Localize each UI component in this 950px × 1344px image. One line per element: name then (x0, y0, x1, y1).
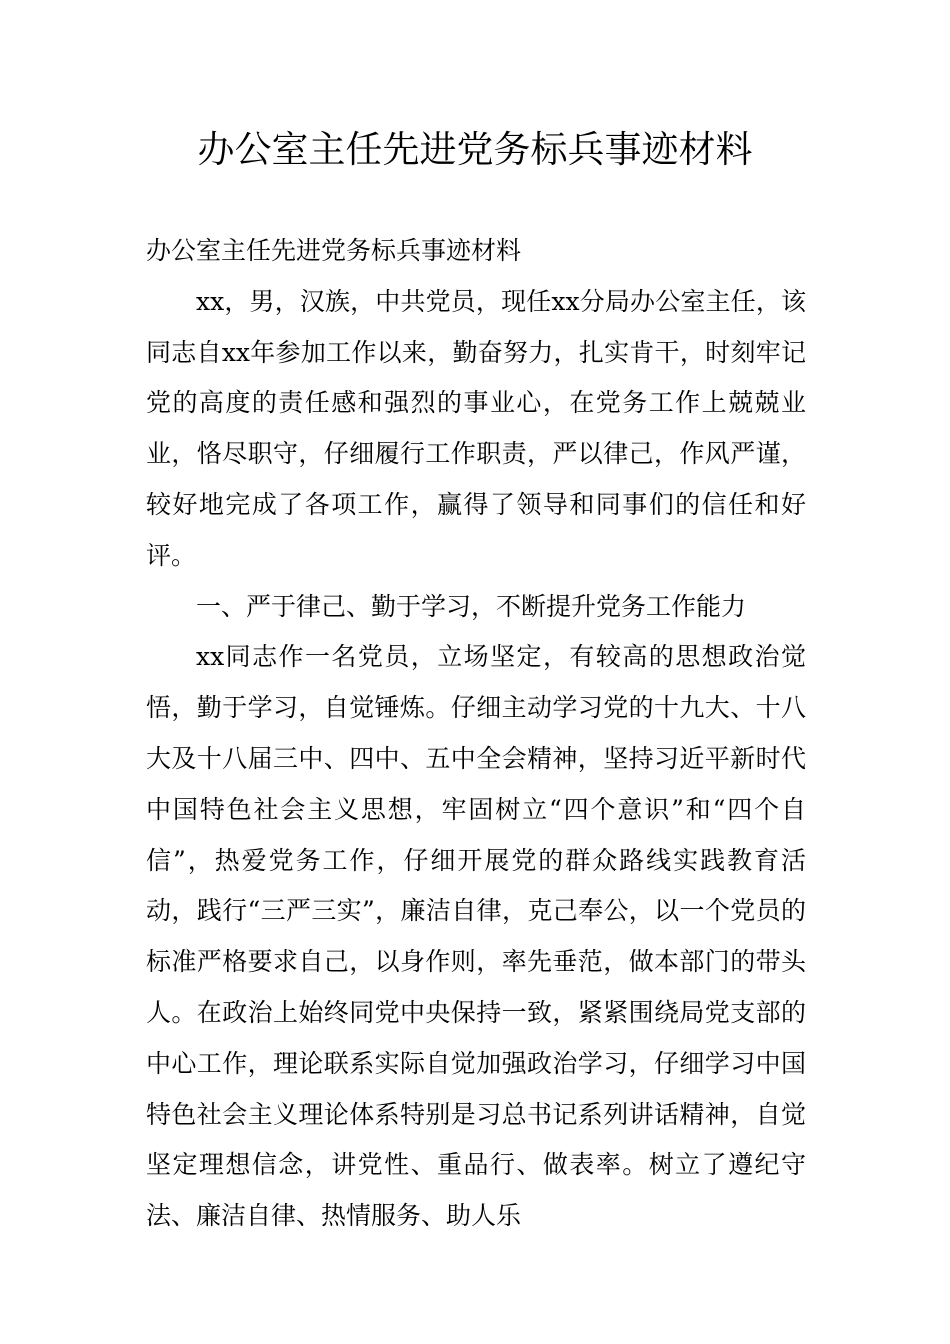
section-heading: 一、严于律己、勤于学习，不断提升党务工作能力 (196, 591, 747, 621)
document-title: 办公室主任先进党务标兵事迹材料 (197, 128, 753, 171)
paragraph-intro: xx，男，汉族，中共党员，现任xx分局办公室主任，该同志自xx年参加工作以来，勤奋努力，扎实肯干，时刻牢记党的高度的责任感和强烈的事业心，在党务工作上兢兢业业，恪尽职守，仔细履行工作职责，严以律己，作风严谨，较好地完成了各项工作，赢得了领导和同事们的信任和好评。 (146, 286, 806, 570)
paragraph-section-one: xx同志作一名党员，立场坚定，有较高的思想政治觉悟，勤于学习，自觉锤炼。仔细主动学习党的十九大、十八大及十八届三中、四中、五中全会精神，坚持习近平新时代中国特色社会主义思想，牢固树立“四个意识”和“四个自信”，热爱党务工作，仔细开展党的群众路线实践教育活动，践行“三严三实”，廉洁自律，克己奉公，以一个党员的标准严格要求自己，以身作则，率先垂范，做本部门的带头人。在政治上始终同党中央保持一致，紧紧围绕局党支部的中心工作，理论联系实际自觉加强政治学习，仔细学习中国特色社会主义理论体系特别是习总书记系列讲话精神，自觉坚定理想信念，讲党性、重品行、做表率。树立了遵纪守法、廉洁自律、热情服务、助人乐 (146, 642, 806, 1231)
document-subtitle: 办公室主任先进党务标兵事迹材料 (146, 236, 522, 265)
document-body (146, 226, 806, 1242)
